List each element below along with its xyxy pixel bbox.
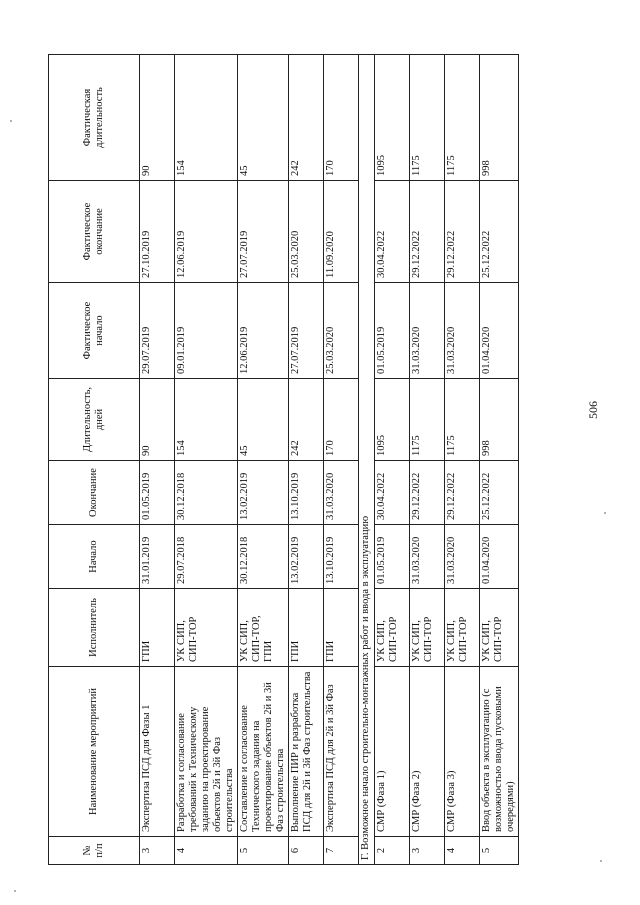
cell-name: СМР (Фаза 2) — [410, 667, 445, 837]
scan-speck — [604, 512, 606, 514]
cell-num: 4 — [175, 837, 238, 865]
cell-num: 7 — [324, 837, 359, 865]
table-row — [375, 55, 410, 865]
schedule-table — [48, 54, 519, 865]
cell-end: 29.12.2022 — [410, 461, 445, 525]
cell-duration: 154 — [175, 379, 238, 461]
cell-duration: 1095 — [375, 379, 410, 461]
section-row — [359, 55, 375, 865]
cell-executor: УК СИП, СИП-ТОР, ГПИ — [238, 589, 289, 667]
table-row — [410, 55, 445, 865]
header-fact-duration: Фактическая длительность — [49, 55, 140, 181]
cell-fact-duration: 998 — [480, 55, 519, 181]
header-start: Начало — [49, 525, 140, 589]
header-name: Наименование мероприятий — [49, 667, 140, 837]
cell-end: 30.04.2022 — [375, 461, 410, 525]
table-row — [175, 55, 238, 865]
cell-name: СМР (Фаза 3) — [445, 667, 480, 837]
cell-end: 13.02.2019 — [238, 461, 289, 525]
cell-duration: 45 — [238, 379, 289, 461]
cell-duration: 998 — [480, 379, 519, 461]
cell-start: 31.03.2020 — [445, 525, 480, 589]
cell-executor: УК СИП, СИП-ТОР — [175, 589, 238, 667]
cell-fact-duration: 45 — [238, 55, 289, 181]
cell-name: Экспертиза ПСД для 2й и 3й Фаз — [324, 667, 359, 837]
cell-name: Ввод объекта в эксплуатацию (с возможностью ввода пусковыми очередями) — [480, 667, 519, 837]
cell-start: 30.12.2018 — [238, 525, 289, 589]
header-fact-start: Фактическое начало — [49, 283, 140, 379]
cell-executor: УК СИП, СИП-ТОР — [445, 589, 480, 667]
cell-num: 6 — [289, 837, 324, 865]
cell-duration: 242 — [289, 379, 324, 461]
cell-name: Экспертиза ПСД для Фазы 1 — [140, 667, 175, 837]
cell-fact-duration: 154 — [175, 55, 238, 181]
cell-fact-end: 29.12.2022 — [410, 181, 445, 283]
cell-fact-start: 29.07.2019 — [140, 283, 175, 379]
header-end: Окончание — [49, 461, 140, 525]
cell-executor: УК СИП, СИП-ТОР — [480, 589, 519, 667]
cell-fact-end: 25.12.2022 — [480, 181, 519, 283]
cell-name: Составление и согласование Технического задания на проектирование объектов 2й и 3й Фаз строительства — [238, 667, 289, 837]
header-duration: Длительность, дней — [49, 379, 140, 461]
cell-end: 29.12.2022 — [445, 461, 480, 525]
scan-speck — [10, 120, 12, 122]
cell-num: 5 — [480, 837, 519, 865]
cell-duration: 170 — [324, 379, 359, 461]
cell-fact-end: 25.03.2020 — [289, 181, 324, 283]
cell-executor: ГПИ — [140, 589, 175, 667]
scan-speck — [600, 860, 602, 862]
cell-start: 13.02.2019 — [289, 525, 324, 589]
scan-speck — [14, 890, 16, 892]
cell-fact-end: 29.12.2022 — [445, 181, 480, 283]
cell-num: 3 — [410, 837, 445, 865]
cell-num: 3 — [140, 837, 175, 865]
cell-start: 29.07.2018 — [175, 525, 238, 589]
cell-end: 01.05.2019 — [140, 461, 175, 525]
cell-name: СМР (Фаза 1) — [375, 667, 410, 837]
cell-fact-duration: 170 — [324, 55, 359, 181]
table-row — [140, 55, 175, 865]
cell-fact-duration: 1175 — [410, 55, 445, 181]
cell-duration: 1175 — [445, 379, 480, 461]
cell-start: 13.10.2019 — [324, 525, 359, 589]
cell-fact-end: 27.10.2019 — [140, 181, 175, 283]
cell-fact-duration: 1175 — [445, 55, 480, 181]
cell-fact-duration: 1095 — [375, 55, 410, 181]
cell-duration: 1175 — [410, 379, 445, 461]
cell-name: Разработка и согласование требований к Техническому заданию на проектирование объектов 2й и 3й Фаз строительства — [175, 667, 238, 837]
table-row — [289, 55, 324, 865]
table-row — [445, 55, 480, 865]
cell-executor: ГПИ — [324, 589, 359, 667]
header-num: № п/п — [49, 837, 140, 865]
cell-end: 13.10.2019 — [289, 461, 324, 525]
cell-num: 4 — [445, 837, 480, 865]
cell-end: 30.12.2018 — [175, 461, 238, 525]
cell-end: 31.03.2020 — [324, 461, 359, 525]
cell-fact-start: 31.03.2020 — [445, 283, 480, 379]
cell-fact-end: 30.04.2022 — [375, 181, 410, 283]
table-row — [238, 55, 289, 865]
header-fact-end: Фактическое окончание — [49, 181, 140, 283]
cell-fact-duration: 242 — [289, 55, 324, 181]
cell-duration: 90 — [140, 379, 175, 461]
section-title: Г. Возможное начало строительно-монтажных работ и ввода в эксплуатацию — [359, 55, 375, 865]
cell-fact-end: 12.06.2019 — [175, 181, 238, 283]
cell-name: Выполнение ПИР и разработка ПСД для 2й и 3й Фаз строительства — [289, 667, 324, 837]
cell-start: 01.04.2020 — [480, 525, 519, 589]
cell-fact-start: 12.06.2019 — [238, 283, 289, 379]
cell-start: 31.01.2019 — [140, 525, 175, 589]
cell-fact-end: 11.09.2020 — [324, 181, 359, 283]
table-row — [324, 55, 359, 865]
cell-executor: УК СИП, СИП-ТОР — [410, 589, 445, 667]
cell-fact-start: 27.07.2019 — [289, 283, 324, 379]
cell-executor: УК СИП, СИП-ТОР — [375, 589, 410, 667]
header-executor: Исполнитель — [49, 589, 140, 667]
cell-start: 01.05.2019 — [375, 525, 410, 589]
cell-fact-start: 09.01.2019 — [175, 283, 238, 379]
cell-end: 25.12.2022 — [480, 461, 519, 525]
cell-num: 2 — [375, 837, 410, 865]
header-row — [49, 55, 140, 865]
cell-fact-end: 27.07.2019 — [238, 181, 289, 283]
cell-fact-start: 01.04.2020 — [480, 283, 519, 379]
cell-executor: ГПИ — [289, 589, 324, 667]
table-row — [480, 55, 519, 865]
cell-fact-start: 25.03.2020 — [324, 283, 359, 379]
page-number: 506 — [586, 401, 600, 419]
cell-fact-duration: 90 — [140, 55, 175, 181]
cell-fact-start: 01.05.2019 — [375, 283, 410, 379]
cell-num: 5 — [238, 837, 289, 865]
cell-start: 31.03.2020 — [410, 525, 445, 589]
cell-fact-start: 31.03.2020 — [410, 283, 445, 379]
